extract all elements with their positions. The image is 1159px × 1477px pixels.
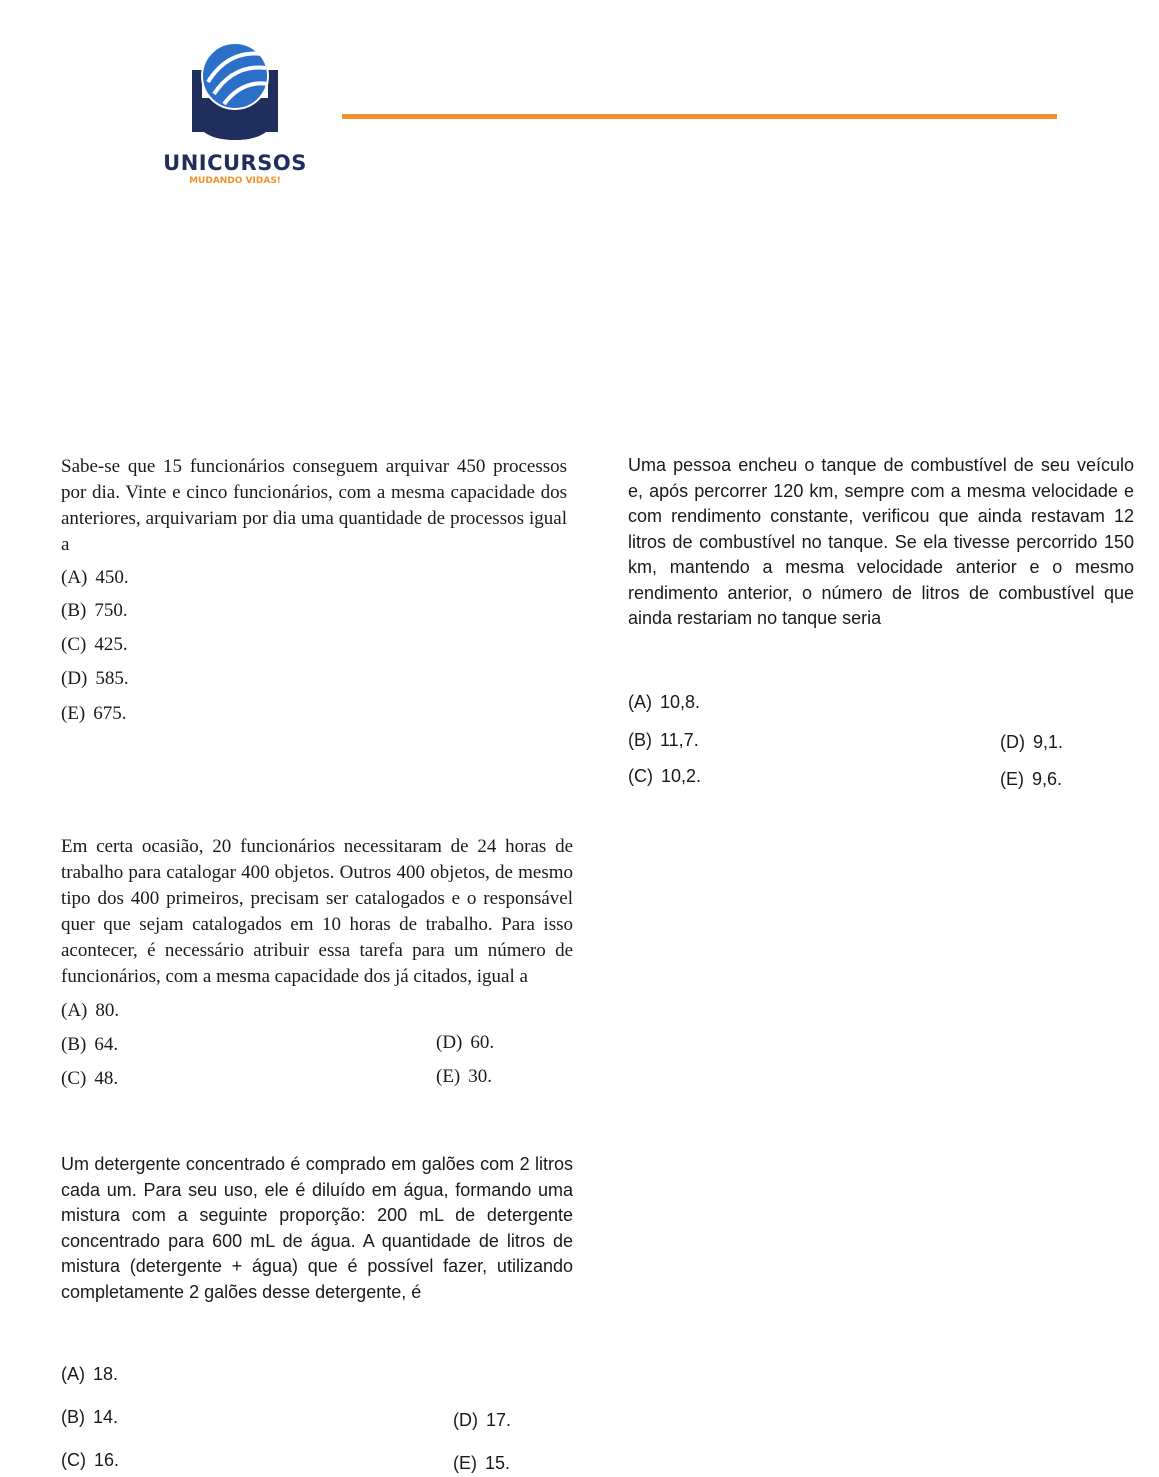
option-text: 750. <box>94 600 128 621</box>
option-label: (C) <box>61 634 87 655</box>
logo-emblem-icon <box>188 42 282 142</box>
unicursos-logo <box>160 42 310 192</box>
option-text: 17. <box>486 1410 512 1430</box>
option-label: (D) <box>436 1032 463 1053</box>
question-processos <box>61 454 567 558</box>
option-text: 30. <box>468 1066 493 1087</box>
option-label: (A) <box>61 567 88 588</box>
option-label: (E) <box>453 1453 477 1473</box>
option-label: (D) <box>61 668 88 689</box>
option-d[interactable] <box>453 1408 511 1434</box>
question-combustivel <box>628 453 1134 632</box>
option-c[interactable] <box>61 1066 118 1092</box>
option-text: 10,2. <box>661 766 702 786</box>
option-text: 10,8. <box>660 692 701 712</box>
option-b[interactable] <box>61 1032 118 1058</box>
option-text: 48. <box>94 1068 119 1089</box>
option-a[interactable] <box>61 565 129 591</box>
option-text: 9,6. <box>1032 769 1063 789</box>
option-a[interactable] <box>61 998 119 1024</box>
option-text: 80. <box>95 1000 120 1021</box>
option-e[interactable] <box>61 701 127 727</box>
option-label: (A) <box>61 1000 88 1021</box>
option-text: 15. <box>485 1453 511 1473</box>
option-label: (B) <box>61 1034 87 1055</box>
option-text: 11,7. <box>660 730 699 750</box>
option-a[interactable] <box>628 690 700 716</box>
option-label: (B) <box>628 730 652 750</box>
option-label: (C) <box>61 1068 87 1089</box>
option-d[interactable] <box>1000 730 1063 756</box>
option-e[interactable] <box>436 1064 492 1090</box>
question-stem: Sabe-se que 15 funcionários conseguem arquivar 450 processos por dia. Vinte e cinco funcionários, com a mesma capacidade dos anteriores, arquivariam por dia uma quantidade de processos igual a <box>61 456 567 555</box>
option-c[interactable] <box>61 1448 119 1474</box>
option-a[interactable] <box>61 1362 118 1388</box>
option-b[interactable] <box>628 728 699 754</box>
option-text: 18. <box>93 1364 119 1384</box>
option-text: 16. <box>94 1450 120 1470</box>
option-c[interactable] <box>628 764 701 790</box>
option-label: (D) <box>1000 732 1025 752</box>
option-label: (D) <box>453 1410 478 1430</box>
option-label: (C) <box>61 1450 86 1470</box>
option-text: 425. <box>94 634 128 655</box>
option-text: 60. <box>470 1032 495 1053</box>
option-label: (A) <box>628 692 652 712</box>
brand-tagline: MUDANDO VIDAS! <box>189 176 281 186</box>
option-label: (E) <box>61 703 86 724</box>
option-label: (B) <box>61 600 87 621</box>
option-b[interactable] <box>61 598 128 624</box>
option-d[interactable] <box>436 1030 494 1056</box>
option-b[interactable] <box>61 1405 118 1431</box>
option-text: 14. <box>93 1407 119 1427</box>
option-e[interactable] <box>453 1451 510 1477</box>
brand-name: UNICURSOS <box>163 151 307 175</box>
option-text: 585. <box>95 668 129 689</box>
question-stem: Uma pessoa encheu o tanque de combustível de seu veículo e, após percorrer 120 km, sempre com a mesma velocidade e com rendimento constante, verificou que ainda restavam 12 litros de combustível no tanque. Se ela tivesse percorrido 150 km, mantendo a mesma velocidade anterior e o mesmo rendimento anterior, o número de litros de combustível que ainda restariam no tanque seria <box>628 455 1134 628</box>
question-detergente <box>61 1152 573 1305</box>
option-e[interactable] <box>1000 767 1062 793</box>
option-text: 450. <box>95 567 129 588</box>
option-d[interactable] <box>61 666 129 692</box>
option-text: 9,1. <box>1033 732 1064 752</box>
header-divider <box>342 114 1057 119</box>
option-label: (E) <box>1000 769 1024 789</box>
option-label: (B) <box>61 1407 85 1427</box>
option-label: (C) <box>628 766 653 786</box>
question-stem: Em certa ocasião, 20 funcionários necessitaram de 24 horas de trabalho para catalogar 400 objetos. Outros 400 objetos, de mesmo tipo dos 400 primeiros, precisam ser catalogados e o responsável quer que sejam catalogados em 10 horas de trabalho. Para isso acontecer, é necessário atribuir essa tarefa para um número de funcionários, com a mesma capacidade dos já citados, igual a <box>61 836 573 987</box>
option-label: (A) <box>61 1364 85 1384</box>
question-stem: Um detergente concentrado é comprado em galões com 2 litros cada um. Para seu uso, ele é diluído em água, formando uma mistura com a seguinte proporção: 200 mL de detergente concentrado para 600 mL de água. A quantidade de litros de mistura (detergente + água) que é possível fazer, utilizando completamente 2 galões desse detergente, é <box>61 1154 573 1302</box>
option-text: 675. <box>93 703 127 724</box>
option-text: 64. <box>94 1034 119 1055</box>
option-c[interactable] <box>61 632 128 658</box>
question-catalogar <box>61 834 573 990</box>
option-label: (E) <box>436 1066 461 1087</box>
